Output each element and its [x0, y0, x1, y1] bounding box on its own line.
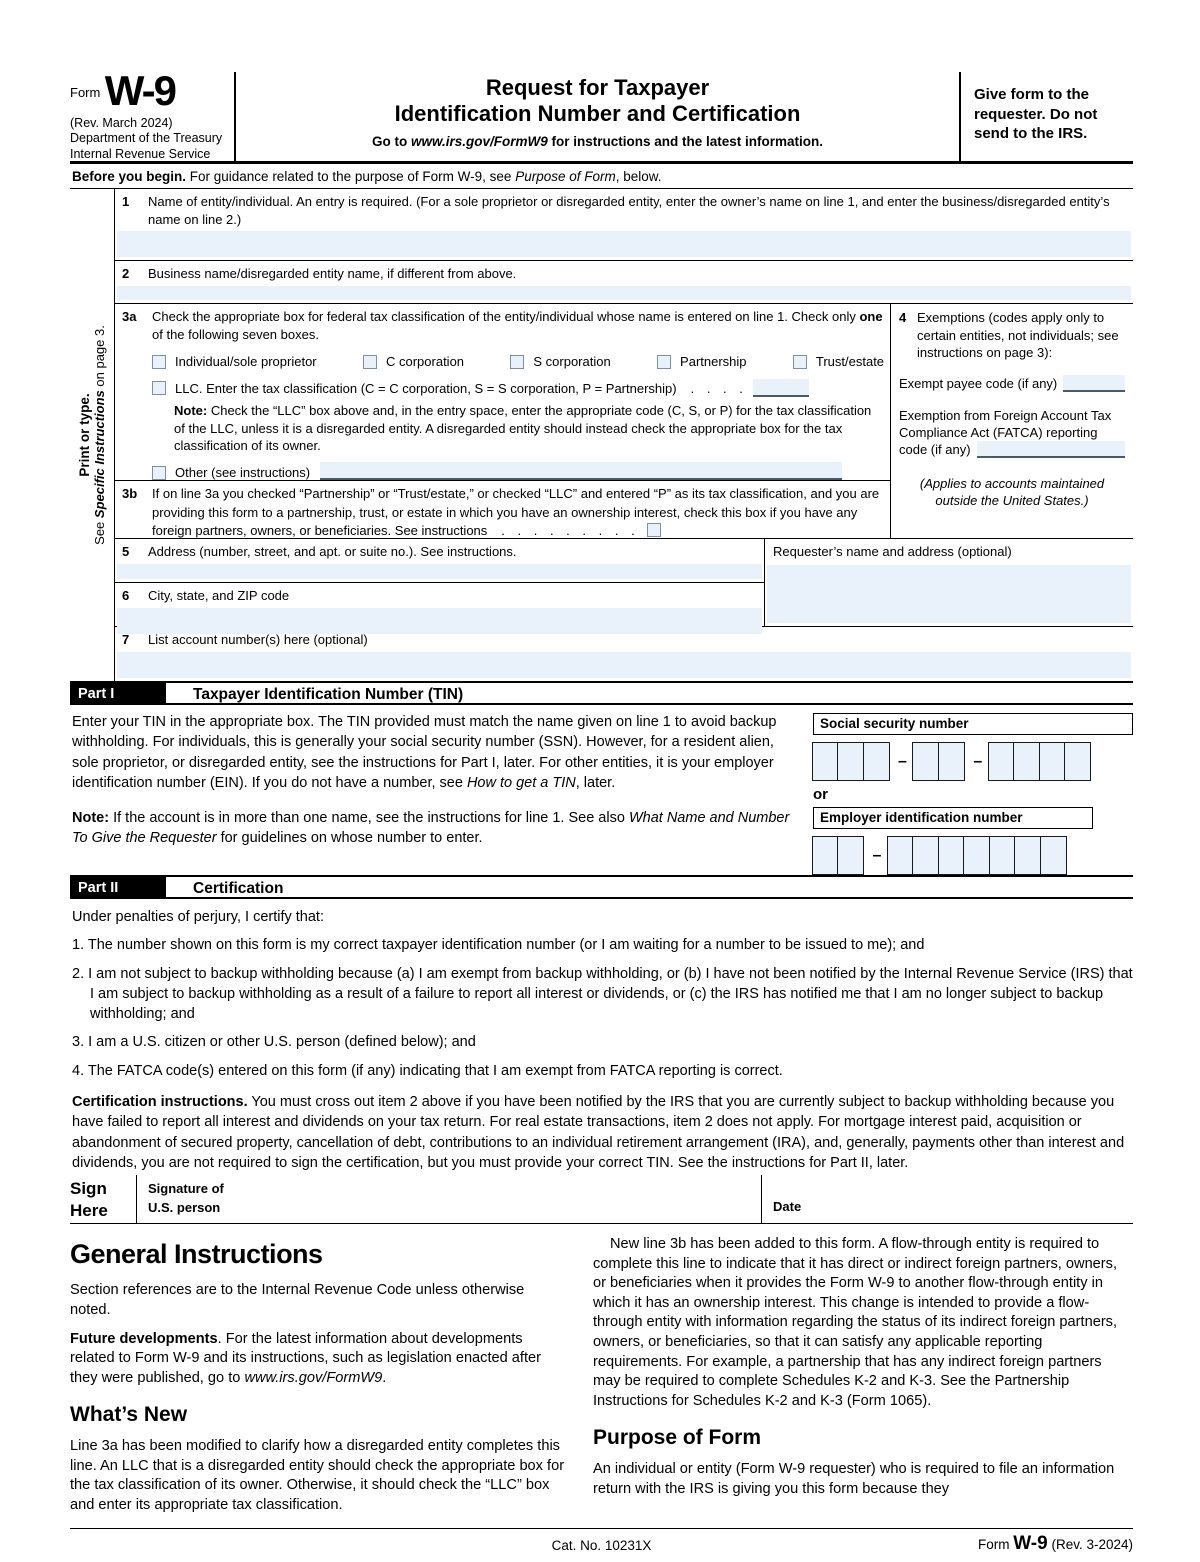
line5-row	[115, 539, 764, 583]
line2-number: 2	[122, 266, 130, 281]
tin-digit-box[interactable]	[1014, 836, 1041, 875]
form-header	[70, 67, 1133, 164]
goto-line: Go to www.irs.gov/FormW9 for instructions and the latest information.	[371, 133, 824, 149]
tin-digit-box[interactable]	[837, 836, 864, 875]
footer-form-id: Form W-9 (Rev. 3-2024)	[977, 1533, 1133, 1555]
catalog-number: Cat. No. 10231X	[551, 1538, 652, 1554]
section-references-paragraph: Section references are to the Internal Revenue Code unless otherwise noted.	[70, 1282, 525, 1318]
certification-item-2: 2. I am not subject to backup withholding because (a) I am exempt from backup withholding, or (b) I have not been notified by the Internal Revenue Service (IRS) that I am subject to backup withholding as a result of a failure to report all interest or dividends, or (c) the IRS has notified me that I am no longer subject to backup withholding; and	[72, 965, 1133, 1023]
irs-url-link-2[interactable]: www.irs.gov/FormW9	[244, 1369, 383, 1386]
exempt-payee-label: Exempt payee code (if any)	[899, 375, 1058, 391]
fatca-code-input[interactable]	[977, 441, 1125, 458]
form-number: W-9	[104, 67, 175, 114]
whats-new-title: What’s New	[70, 1403, 188, 1427]
line5-label: Address (number, street, and apt. or suite no.). See instructions.	[148, 544, 517, 559]
llc-code-input[interactable]	[753, 379, 809, 397]
tin-digit-box[interactable]	[1040, 836, 1067, 875]
dept-line2: Internal Revenue Service	[70, 146, 211, 161]
requester-cell	[765, 539, 1133, 626]
line1-label: Name of entity/individual. An entry is required. (For a sole proprietor or disregarded entity, enter the owner’s name on line 1, and enter the business/disregarded entity’s name on line 2.)	[148, 194, 1110, 227]
future-developments-paragraph: Future developments. For the latest information about developments related to Form W-9 and its instructions, such as legislation enacted after they were published, go to www.irs.gov/FormW9.	[70, 1330, 542, 1386]
line7-label: List account number(s) here (optional)	[148, 632, 368, 647]
ssn-boxes	[813, 742, 1133, 781]
line7-number: 7	[122, 632, 130, 647]
line6-number: 6	[122, 588, 130, 603]
form-word: Form	[70, 85, 101, 100]
line3a-number: 3a	[122, 309, 137, 324]
purpose-paragraph: An individual or entity (Form W-9 requester) who is required to file an information return with the IRS is giving you this form because they	[593, 1461, 1115, 1497]
part1-note: Note: If the account is in more than one name, see the instructions for line 1. See also What Name and Number To Give the Requester for guidelines on whose number to enter.	[72, 810, 790, 847]
line6-label: City, state, and ZIP code	[148, 588, 290, 603]
purpose-of-form-title: Purpose of Form	[593, 1426, 762, 1450]
tin-digit-box[interactable]	[887, 836, 914, 875]
form-body	[70, 189, 1133, 681]
line3b-label: If on line 3a you checked “Partnership” or “Trust/estate,” or checked “LLC” and entered “P” as its tax classification, and you are providing this form to a partnership, trust, or estate in which you have an ownership interest, check this box if you have any foreign partners, owners, or beneficiaries. See instructions . . . . . . . . .	[152, 485, 880, 539]
tin-digit-box[interactable]	[938, 836, 965, 875]
fatca-code-label: code (if any)	[899, 442, 971, 458]
line2-label: Business name/disregarded entity name, if different from above.	[148, 266, 517, 281]
line5-number: 5	[122, 544, 130, 559]
certification-item-3: 3. I am a U.S. citizen or other U.S. person (defined below); and	[72, 1034, 476, 1051]
part1-title: Taxpayer Identification Number (TIN)	[193, 686, 464, 703]
line3b-section	[115, 481, 890, 542]
line3b-new-paragraph: New line 3b has been added to this form. A flow-through entity is required to complete this line to indicate that it has direct or indirect foreign partners, owners, or beneficiaries when it provides the Form W-9 to another flow-through entity in which it has an ownership interest. This change is intended to provide a flow-through entity with information regarding the status of its indirect foreign partners, owners, or beneficiaries, so that it can satisfy any applicable reporting requirements. For example, a partnership that has any indirect foreign partners may be required to complete Schedules K-2 and K-3. See the Partnership Instructions for Schedules K-2 and K-3 (Form 1065).	[593, 1236, 1118, 1409]
line7-row	[115, 627, 1133, 681]
tin-dash: –	[898, 752, 907, 770]
tin-digit-box[interactable]	[989, 836, 1016, 875]
whats-new-paragraph: Line 3a has been modified to clarify how a disregarded entity completes this line. An LLC that is a disregarded entity should check the appropriate box for the tax classification of its owner. Otherwise, it should check the “LLC” box and enter its appropriate tax classification.	[70, 1438, 565, 1513]
tin-digit-box[interactable]	[1064, 742, 1091, 781]
print-or-type-label: Print or type. See Specific Instructions on page 3.	[77, 325, 107, 545]
irs-url-link[interactable]: www.irs.gov/FormW9	[410, 133, 548, 149]
tin-column	[813, 705, 1133, 875]
sign-here-label: Sign Here	[70, 1179, 108, 1220]
tax-class-checkbox-row: Individual/sole proprietor C corporation S corporation Partnership Trust/estate	[152, 354, 884, 369]
signature-label-line2: U.S. person	[148, 1200, 221, 1216]
part2-bar	[70, 875, 1133, 899]
checkbox-partnership[interactable]	[657, 355, 671, 369]
fields-area	[114, 189, 1133, 681]
line3b-number: 3b	[122, 485, 138, 501]
line3b-dot-leader: . . . . . . . . .	[501, 523, 635, 539]
tin-digit-box[interactable]	[912, 742, 939, 781]
tin-digit-box[interactable]	[863, 742, 890, 781]
date-input[interactable]	[761, 1175, 1133, 1223]
give-form-note: Give form to the requester. Do not send to the IRS.	[974, 86, 1098, 142]
line4-section	[890, 304, 1133, 538]
sign-here-row	[70, 1175, 1133, 1224]
tin-digit-box[interactable]	[938, 742, 965, 781]
checkbox-c-corporation[interactable]	[363, 355, 377, 369]
checkbox-individual-sole-proprietor[interactable]	[152, 355, 166, 369]
checkbox-foreign-partners[interactable]	[647, 523, 661, 537]
tin-digit-box[interactable]	[1013, 742, 1040, 781]
checkbox-other[interactable]	[152, 466, 166, 480]
ssn-label-box: Social security number	[813, 713, 1133, 735]
tin-digit-box[interactable]	[1039, 742, 1066, 781]
signature-label-line1: Signature of	[148, 1181, 224, 1197]
form-revision: (Rev. March 2024)	[70, 116, 173, 130]
line2-row	[115, 261, 1133, 304]
ein-boxes	[813, 836, 1133, 875]
instructions-left-column	[70, 1235, 566, 1515]
line4-label: Exemptions (codes apply only to certain entities, not individuals; see instructions on page 3):	[917, 310, 1119, 361]
tin-digit-box[interactable]	[812, 836, 839, 875]
tin-digit-box[interactable]	[812, 742, 839, 781]
or-word: or	[813, 786, 828, 803]
requester-label: Requester’s name and address (optional)	[773, 544, 1012, 559]
line3-row	[115, 304, 1133, 539]
part1-chip: Part I	[70, 683, 166, 703]
page-footer	[70, 1528, 1133, 1562]
requester-input[interactable]	[767, 565, 1131, 623]
fatca-label: Exemption from Foreign Account Tax Compliance Act (FATCA) reporting	[899, 407, 1112, 440]
account-numbers-input[interactable]	[117, 652, 1131, 678]
tin-digit-box[interactable]	[837, 742, 864, 781]
applies-note: (Applies to accounts maintained outside the United States.)	[919, 476, 1105, 509]
line1-number: 1	[122, 194, 130, 209]
certification-item-4: 4. The FATCA code(s) entered on this form (if any) indicating that I am exempt from FATCA reporting is correct.	[72, 1062, 783, 1079]
part1-body	[70, 705, 1133, 875]
part2-title: Certification	[193, 880, 284, 897]
part2-body	[70, 899, 1133, 1173]
llc-dot-leader: . . . .	[690, 380, 743, 396]
part2-chip: Part II	[70, 877, 166, 897]
ein-label-box: Employer identification number	[813, 807, 1093, 829]
form-title-block	[236, 72, 961, 161]
signature-input[interactable]	[136, 1175, 761, 1223]
certification-item-1: 1. The number shown on this form is my correct taxpayer identification number (or I am waiting for a number to be issued to me); and	[72, 937, 925, 954]
part1-paragraph: Enter your TIN in the appropriate box. The TIN provided must match the name given on line 1 to avoid backup withholding. For individuals, this is generally your social security number (SSN). However, for a resident alien, sole proprietor, or disregarded entity, see the instructions for Part I, later. For other entities, it is your employer identification number (EIN). If you do not have a number, see How to get a TIN, later.	[72, 714, 777, 791]
llc-note: Note: Check the “LLC” box above and, in the entry space, enter the appropriate code (C, S, or P) for the tax classification of the LLC, unless it is a disregarded entity. A disregarded entity should instead check the appropriate box for the tax classification of its owner.	[174, 403, 872, 454]
exempt-payee-code-input[interactable]	[1063, 375, 1125, 392]
dept-line1: Department of the Treasury	[70, 131, 223, 146]
part1-bar	[70, 681, 1133, 705]
certification-intro: Under penalties of perjury, I certify that:	[72, 909, 324, 925]
tin-dash: –	[872, 846, 882, 864]
form-title: Request for Taxpayer Identification Number and Certification	[394, 75, 801, 126]
checkbox-trust-estate[interactable]	[793, 355, 807, 369]
before-you-begin: Before you begin. For guidance related to the purpose of Form W-9, see Purpose of Form, below.	[70, 164, 1133, 189]
line1-row	[115, 189, 1133, 261]
general-instructions-title: General Instructions	[70, 1239, 323, 1270]
name-input[interactable]	[117, 231, 1131, 257]
address-input[interactable]	[117, 564, 762, 579]
llc-label: LLC. Enter the tax classification (C = C corporation, S = S corporation, P = Partnership)	[175, 380, 677, 396]
line5-6-rows	[115, 539, 1133, 627]
other-row	[152, 462, 842, 480]
checkbox-llc[interactable]	[152, 381, 166, 395]
instructions-section	[70, 1235, 1133, 1515]
business-name-input[interactable]	[117, 286, 1131, 300]
print-or-type-strip	[70, 189, 114, 681]
other-input[interactable]	[320, 462, 842, 480]
date-label: Date	[773, 1199, 802, 1215]
tin-dash: –	[973, 752, 983, 770]
form-id-block	[70, 67, 236, 161]
line4-number: 4	[899, 310, 907, 325]
other-label: Other (see instructions)	[175, 464, 311, 480]
tin-digit-box[interactable]	[963, 836, 990, 875]
tin-digit-box[interactable]	[988, 742, 1015, 781]
instructions-right-column	[593, 1235, 1133, 1515]
checkbox-s-corporation[interactable]	[510, 355, 524, 369]
tin-digit-box[interactable]	[912, 836, 939, 875]
line3a-section	[115, 304, 890, 481]
llc-row	[152, 379, 884, 397]
line3a-label: Check the appropriate box for federal tax classification of the entity/individual whose name is entered on line 1. Check only one of the following seven boxes.	[152, 309, 883, 342]
certification-instructions: Certification instructions. You must cross out item 2 above if you have been notified by the IRS that you are currently subject to backup withholding because you have failed to report all interest and dividends on your tax return. For real estate transactions, item 2 does not apply. For mortgage interest paid, acquisition or abandonment of secured property, cancellation of debt, contributions to an individual retirement arrangement (IRA), and, generally, payments other than interest and dividends, you are not required to sign the certification, but you must provide your correct TIN. See the instructions for Part II, later.	[72, 1094, 1125, 1171]
